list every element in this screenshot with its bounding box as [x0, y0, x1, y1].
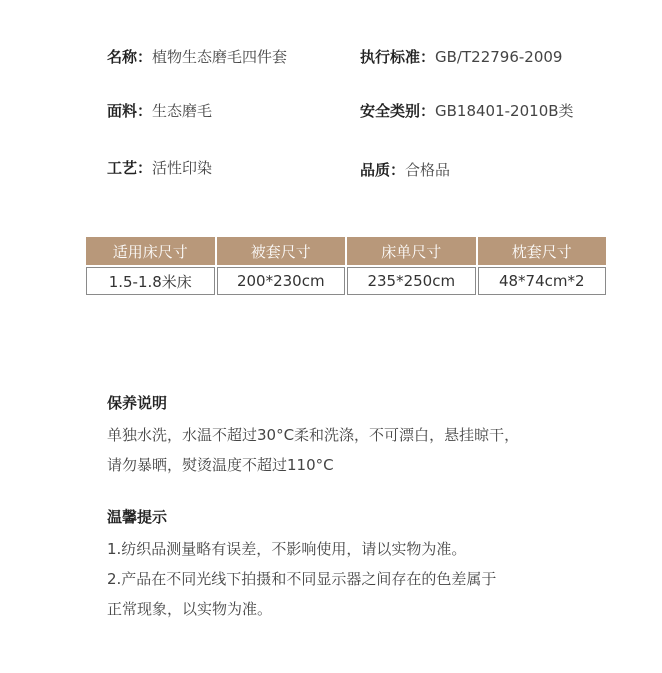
notice-line: 2.产品在不同光线下拍摄和不同显示器之间存在的色差属于	[107, 570, 497, 588]
size-header-sheet: 床单尺寸	[347, 237, 476, 265]
spec-name	[107, 47, 287, 67]
table-row	[86, 267, 606, 295]
spec-name-value: 植物生态磨毛四件套	[152, 48, 288, 66]
notice-section	[107, 504, 496, 624]
size-cell-bed: 1.5-1.8米床	[86, 267, 215, 295]
spec-safety	[360, 101, 574, 121]
size-cell-sheet: 235*250cm	[347, 267, 476, 295]
spec-fabric	[107, 101, 212, 121]
spec-safety-value: GB18401-2010B类	[435, 102, 574, 120]
spec-quality-key: 品质：	[360, 161, 406, 179]
notice-line: 正常现象，以实物为准。	[107, 600, 273, 618]
size-table	[84, 235, 608, 297]
size-header-pillowcase: 枕套尺寸	[478, 237, 607, 265]
care-line: 单独水洗，水温不超过30°C柔和洗涤，不可漂白，悬挂晾干，	[107, 426, 520, 444]
size-table-header-row	[86, 237, 606, 265]
spec-fabric-value: 生态磨毛	[152, 102, 213, 120]
care-line: 请勿暴晒，熨烫温度不超过110°C	[107, 456, 334, 474]
spec-name-key: 名称：	[107, 48, 153, 66]
size-header-duvet: 被套尺寸	[217, 237, 346, 265]
spec-craft	[107, 158, 212, 178]
care-title: 保养说明	[107, 394, 168, 412]
spec-standard-key: 执行标准：	[360, 48, 436, 66]
spec-standard	[360, 47, 562, 67]
spec-fabric-key: 面料：	[107, 102, 153, 120]
spec-craft-key: 工艺：	[107, 159, 153, 177]
care-section	[107, 390, 519, 480]
spec-craft-value: 活性印染	[152, 159, 213, 177]
size-cell-pillowcase: 48*74cm*2	[478, 267, 607, 295]
spec-safety-key: 安全类别：	[360, 102, 436, 120]
size-cell-duvet: 200*230cm	[217, 267, 346, 295]
spec-quality-value: 合格品	[405, 161, 451, 179]
notice-line: 1.纺织品测量略有误差，不影响使用，请以实物为准。	[107, 540, 467, 558]
spec-standard-value: GB/T22796-2009	[435, 48, 563, 66]
size-header-bed: 适用床尺寸	[86, 237, 215, 265]
notice-title: 温馨提示	[107, 508, 168, 526]
spec-quality	[360, 160, 450, 180]
